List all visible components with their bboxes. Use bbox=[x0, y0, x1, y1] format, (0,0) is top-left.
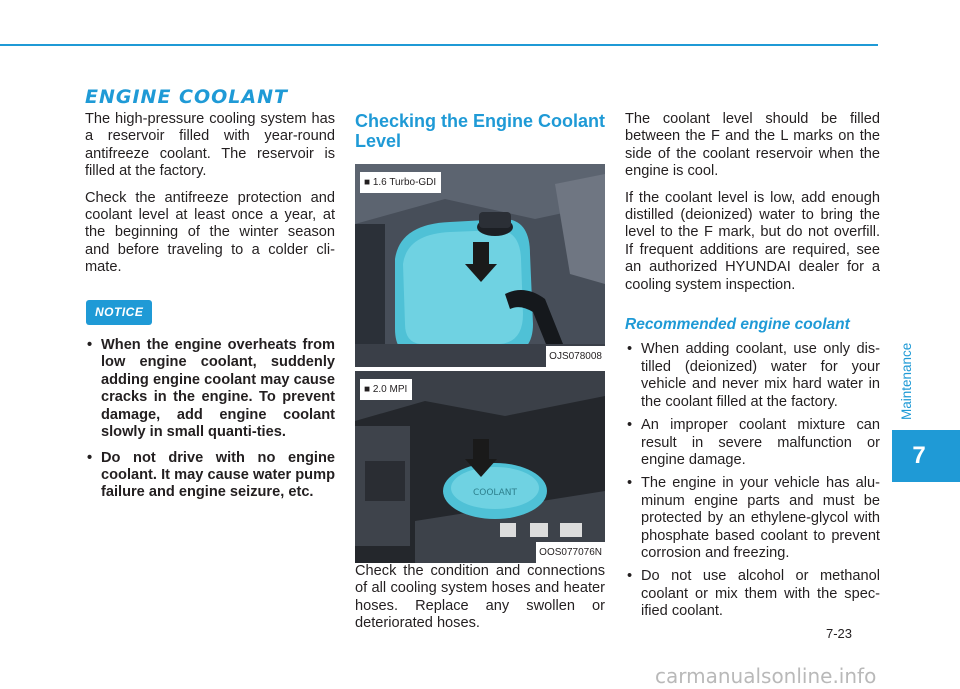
side-label-text: Maintenance bbox=[899, 342, 914, 420]
photo-label-turbo-gdi: ■ 1.6 Turbo-GDI bbox=[360, 172, 441, 193]
low-level-paragraph: If the coolant level is low, add enough distilled (deionized) water to bring the level to the F mark, but do not overfill. If frequent additions are required, see an authorized HYUNDAI dealer for a cooling system inspection. bbox=[625, 189, 880, 293]
hoses-paragraph: Check the condition and connections of all cooling system hoses and heater hoses. Replace any swollen or deteriorated hoses. bbox=[355, 563, 605, 632]
notice-list bbox=[85, 337, 335, 502]
column-right bbox=[625, 111, 880, 627]
recommended-heading: Recommended engine coolant bbox=[625, 316, 850, 334]
intro-paragraph: The high-pressure cooling system has a reservoir filled with year-round antifreeze coolant. The reservoir is filled at the factory. bbox=[85, 111, 335, 180]
page-number: 7-23 bbox=[826, 626, 853, 641]
engine-bay-illustration bbox=[355, 164, 605, 367]
engine-photo-turbo-gdi bbox=[355, 164, 605, 367]
photo-code: OOS077076N bbox=[536, 542, 605, 563]
header-rule bbox=[0, 44, 878, 46]
chapter-tab bbox=[892, 430, 960, 482]
engine-photo-mpi bbox=[355, 371, 605, 563]
photo-label-mpi: ■ 2.0 MPI bbox=[360, 379, 412, 400]
checking-heading: Checking the Engine Coolant Level bbox=[355, 111, 606, 151]
photo-code: OJS078008 bbox=[546, 346, 605, 367]
bullet-item: • Do not use alcohol or methanol coolant or mix them with the spec-ified coolant. bbox=[625, 568, 880, 620]
chapter-side-label bbox=[899, 340, 923, 420]
column-left bbox=[85, 111, 335, 510]
column-middle bbox=[355, 111, 605, 642]
bullet-item: • An improper coolant mixture can result in severe malfunction or engine damage. bbox=[625, 417, 880, 469]
reservoir-coolant-text: COOLANT bbox=[472, 488, 518, 498]
notice-badge: NOTICE bbox=[86, 300, 152, 325]
chapter-number: 7 bbox=[912, 442, 926, 469]
fill-level-paragraph: The coolant level should be filled between the F and the L marks on the side of the coolant reservoir when the engine is cool. bbox=[625, 111, 880, 180]
notice-item: • When the engine overheats from low engine coolant, suddenly adding engine coolant may cause cracks in the engine. To prevent damage, add engine coolant slowly in small quanti-ties. bbox=[85, 337, 335, 441]
bullet-item: • When adding coolant, use only dis-tilled (deionized) water for your vehicle and never mix hard water in the coolant filled at the factory. bbox=[625, 341, 880, 411]
coolant-bullet-list bbox=[625, 341, 880, 620]
check-paragraph: Check the antifreeze protection and coolant level at least once a year, at the beginning of the winter season and before traveling to a colder cli-mate. bbox=[85, 189, 335, 276]
section-title: ENGINE COOLANT bbox=[85, 86, 288, 108]
bullet-item: • The engine in your vehicle has alu-minum engine parts and must be protected by an ethylene-glycol with phosphate based coolant to prevent corrosion and freezing. bbox=[625, 475, 880, 562]
watermark: carmanualsonline.info bbox=[655, 664, 877, 688]
notice-item: • Do not drive with no engine coolant. It may cause water pump failure and engine seizure, etc. bbox=[85, 450, 335, 502]
